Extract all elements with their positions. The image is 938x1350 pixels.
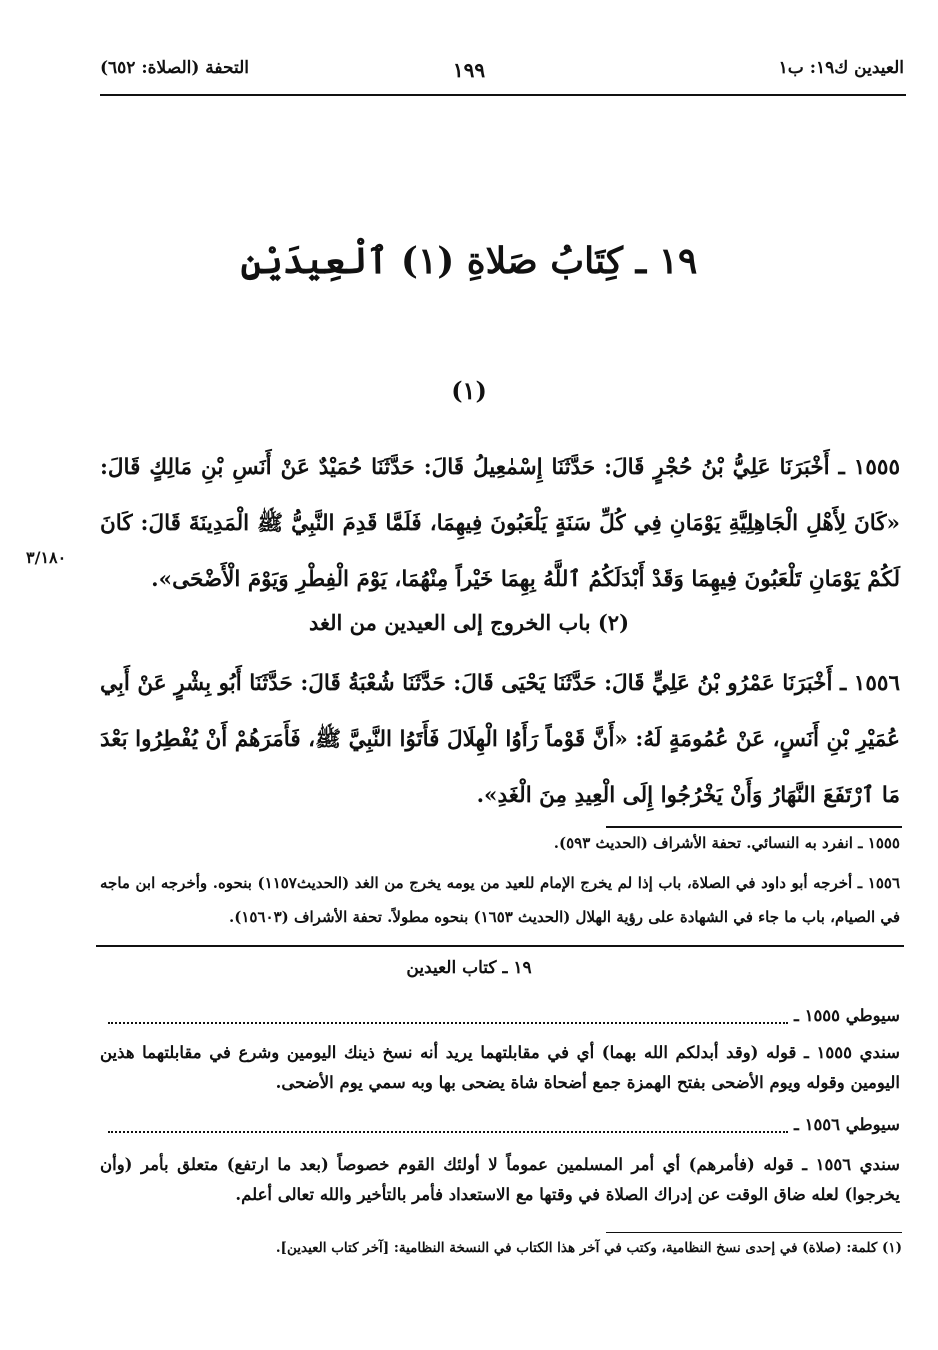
book-title: ١٩ ـ كِتَابُ صَلاةِ (١) ٱلْعِيدَيْنِ (240, 240, 698, 282)
dotted-leader (108, 1010, 788, 1024)
margin-reference: ٣/١٨٠ (26, 548, 67, 567)
header-rule (100, 94, 906, 96)
footnote: (١) كلمة: (صلاة) في إحدى نسخ النظامية، وكتب في آخر هذا الكتاب في النسخة النظامية: [آخر كتاب العيدين]. (275, 1240, 902, 1256)
suyuti-label: سيوطي ١٥٥٥ ـ (793, 1006, 900, 1025)
sindi-1556: سندي ١٥٥٦ ـ قوله (فأمرهم) أي أمر المسلمين عموماً لا أولئك القوم خصوصاً (بعد ما ارتفع) متعلق بأمر (وأن يخرجوا) لعله ضاق الوقت عن إدراك الصلاة في وقتها مع الاستعداد فأمر بالتأخير والله تعالى أعلم. (100, 1155, 900, 1204)
takhrij-note-1556: ١٥٥٦ ـ أخرجه أبو داود في الصلاة، باب إذا لم يخرج الإمام للعيد من يومه يخرج من الغد (الحديث١١٥٧) بنحوه. وأخرجه ابن ماجه في الصيام، باب ما جاء في الشهادة على رؤية الهلال (الحديث ١٦٥٣) بنحوه مطولاً. تحفة الأشراف (١٥٦٠٣). (100, 874, 901, 926)
suyuti-1556 (100, 1110, 900, 1140)
commentary-rule (96, 945, 904, 947)
hadith-text: أَخْبَرَنَا عَلِيُّ بْنُ حُجْرٍ قَالَ: حَدَّثَنَا إِسْمٰعِيلُ قَالَ: حَدَّثَنَا حُمَيْدٌ عَنْ أَنَسِ بْنِ مَالِكٍ قَالَ: «كَانَ لِأَهْلِ الْجَاهِلِيَّةِ يَوْمَانِ فِي كُلِّ سَنَةٍ يَلْعَبُونَ فِيهِمَا، فَلَمَّا قَدِمَ النَّبِيُّ ﷺ الْمَدِينَةَ قَالَ: كَانَ لَكُمْ يَوْمَانِ تَلْعَبُونَ فِيهِمَا وَقَدْ أَبْدَلَكُمُ ٱللَّهُ بِهِمَا خَيْراً مِنْهُمَا، يَوْمَ الْفِطْرِ وَيَوْمَ الْأَضْحَى». (100, 455, 900, 592)
header-chapter-ref: العيدين ك١٩: ب١ (778, 58, 904, 78)
chapter-heading: (٢) باب الخروج إلى العيدين من الغد (308, 610, 630, 635)
page-number: ١٩٩ (452, 58, 486, 82)
footnote-rule (606, 1232, 902, 1233)
sindi-1555: سندي ١٥٥٥ ـ قوله (وقد أبدلكم الله بهما) أي في مقابلتهما يريد أنه نسخ ذينك اليومين وشرع في مقابلتهما هذين اليومين وقوله ويوم الأضحى بفتح الهمزة جمع أضحاة شاة يضحى بها وبه سمي يوم الأضحى. (100, 1043, 901, 1092)
takhrij-note-1555: ١٥٥٥ ـ انفرد به النسائي. تحفة الأشراف (الحديث ٥٩٣). (553, 834, 900, 852)
hadith-number: ١٥٥٦ ـ (832, 671, 900, 696)
commentary-title: ١٩ ـ كتاب العيدين (406, 958, 532, 978)
hadith-text: أَخْبَرَنَا عَمْرُو بْنُ عَلِيٍّ قَالَ: حَدَّثَنَا يَحْيَى قَالَ: حَدَّثَنَا شُعْبَةُ قَالَ: حَدَّثَنَا أَبُو بِشْرٍ عَنْ أَبِي عُمَيْرِ بْنِ أَنَسٍ، عَنْ عُمُومَةٍ لَهُ: «أَنَّ قَوْماً رَأَوُا الْهِلَالَ فَأَتَوُا النَّبِيَّ ﷺ، فَأَمَرَهُمْ أَنْ يُفْطِرُوا بَعْدَ مَا ٱرْتَفَعَ النَّهَارُ وَأَنْ يَخْرُجُوا إِلَى الْعِيدِ مِنَ الْغَدِ». (100, 671, 900, 808)
suyuti-label: سيوطي ١٥٥٦ ـ (793, 1115, 900, 1134)
hadith-1556 (100, 656, 900, 824)
section-number: (١) (451, 376, 487, 405)
header-tuhfa-ref: التحفة (الصلاة: ٦٥٢) (100, 58, 250, 78)
suyuti-1555 (100, 1001, 900, 1031)
hadith-number: ١٥٥٥ ـ (829, 455, 900, 480)
dotted-leader (108, 1119, 788, 1133)
hadith-1555 (100, 440, 900, 608)
